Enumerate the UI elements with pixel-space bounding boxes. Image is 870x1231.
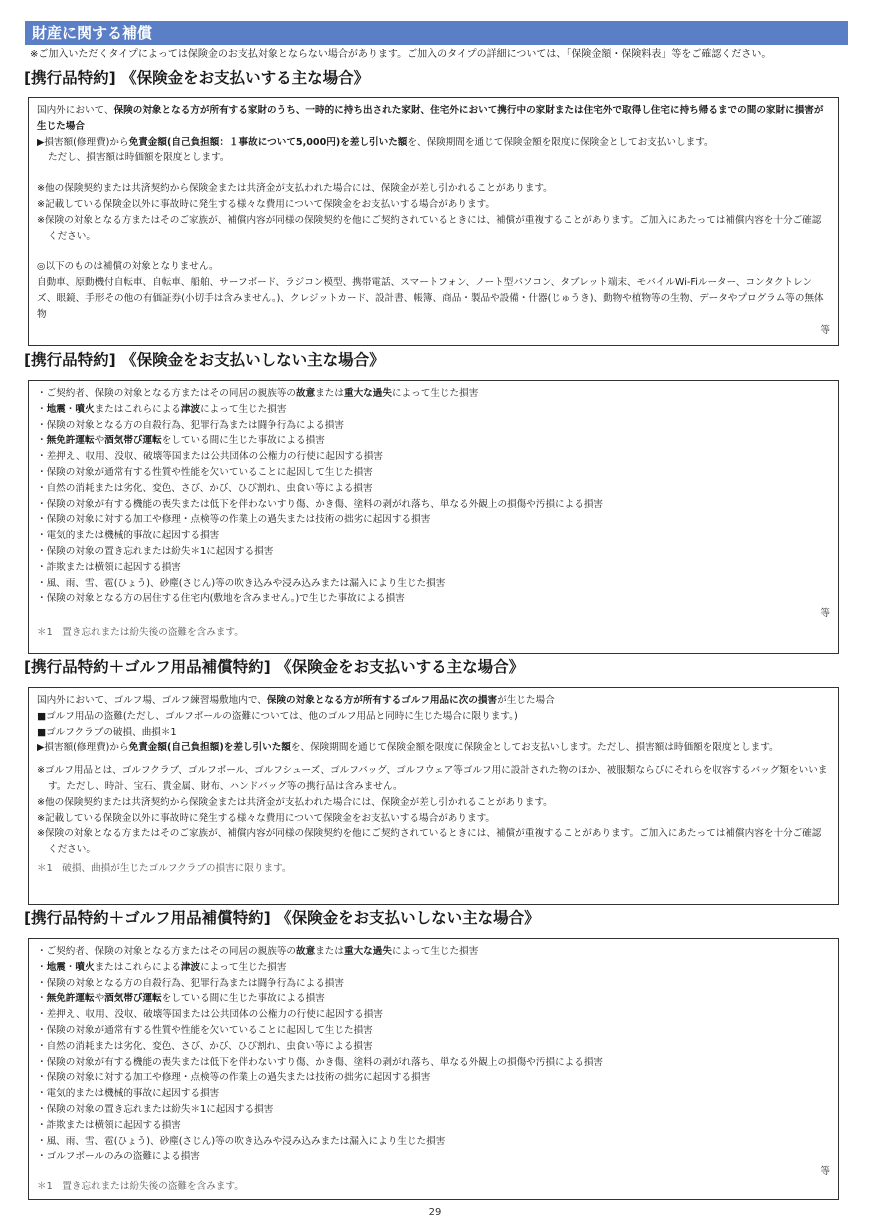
etc-mark: 等 [820, 1166, 830, 1178]
etc-mark: 等 [820, 608, 830, 620]
market-value-limit: ただし、損害額は時価額を限度とします。 [48, 152, 230, 164]
list-item: ・詐欺または横領に起因する損害 [37, 561, 181, 573]
list-item: ・保険の対象が有する機能の喪失または低下を伴わないすり傷、かき傷、塗料の剥がれ落ち、単なる外観上の損傷や汚損による損害 [37, 498, 604, 510]
footnote: ＊1 破損、曲損が生じたゴルフクラブの損害に限ります。 [37, 862, 292, 874]
heading-golf-paid: [携行品特約＋ゴルフ用品補償特約] 《保険金をお支払いする主な場合》 [24, 658, 525, 676]
list-item: ・差押え、収用、没収、破壊等国または公共団体の公権力の行使に起因する損害 [37, 1009, 383, 1021]
paid-condition: 国内外において、ゴルフ場、ゴルフ練習場敷地内で、保険の対象となる方が所有するゴルフ用品に次の損害が生じた場合 [37, 695, 555, 706]
note-1: ※他の保険契約または共済契約から保険金または共済金が支払われた場合には、保険金が差し引かれることがあります。 [37, 183, 553, 195]
list-item: ・詐欺または横領に起因する損害 [37, 1119, 181, 1131]
list-item: ・保険の対象に対する加工や修理・点検等の作業上の過失または技術の拙劣に起因する損害 [37, 514, 431, 526]
list-item: ・無免許運転や酒気帯び運転をしている間に生じた事故による損害 [37, 993, 325, 1005]
section-banner: 財産に関する補償 [25, 21, 848, 45]
footnote: ＊1 置き忘れまたは紛失後の盗難を含みます。 [37, 1181, 244, 1193]
type-note: ※ご加入いただくタイプによっては保険金のお支払対象とならない場合があります。ご加入のタイプの詳細については、「保険金額・保険料表」等をご確認ください。 [30, 49, 772, 60]
heading-golf-not-paid: [携行品特約＋ゴルフ用品補償特約] 《保険金をお支払いしない主な場合》 [24, 909, 540, 927]
list-item: ・自然の消耗または劣化、変色、さび、かび、ひび割れ、虫食い等による損害 [37, 1040, 373, 1052]
note-2: ※記載している保険金以外に事故時に発生する様々な費用について保険金をお支払いする場合があります。 [37, 198, 495, 210]
list-item: ・電気的または機械的事故に起因する損害 [37, 530, 220, 542]
note-3: ※保険の対象となる方またはそのご家族が、補償内容が同様の保険契約を他にご契約されているときには、補償が重複することがあります。ご加入にあたっては補償内容を十分ご確認ください。 [37, 214, 822, 242]
list-item: ・無免許運転や酒気帯び運転をしている間に生じた事故による損害 [37, 435, 325, 447]
box-golf-not-paid [28, 938, 839, 1200]
list-item: ・保険の対象となる方の自殺行為、犯罪行為または闘争行為による損害 [37, 419, 344, 431]
heading-carry-goods-not-paid: [携行品特約] 《保険金をお支払いしない主な場合》 [24, 351, 385, 369]
list-item: ・保険の対象が通常有する性質や性能を欠いていることに起因して生じた損害 [37, 1024, 373, 1036]
paid-condition: 国内外において、保険の対象となる方が所有する家財のうち、一時的に持ち出された家財、住宅外において携行中の家財または住宅外で取得し住宅に持ち帰るまでの間の家財に損害が生じた場合 [37, 105, 824, 132]
exclusion-list: 自動車、原動機付自転車、自転車、船舶、サーフボード、ラジコン模型、携帯電話、スマートフォン、ノート型パソコン、タブレット端末、モバイルWi-Fiルーター、コンタクトレンズ、眼鏡、手形その他の有価証券(小切手は含みません。)、クレジットカード、設計書、帳簿、商品・製品や設備・什器(じゅうき)、動物や植物等の生物、データやプログラム等の無体物 [37, 277, 824, 320]
note-3: ※記載している保険金以外に事故時に発生する様々な費用について保険金をお支払いする場合があります。 [37, 812, 495, 824]
list-item: ・地震・噴火またはこれらによる津波によって生じた損害 [37, 961, 287, 973]
exclusion-heading: ◎以下のものは補償の対象となりません。 [37, 261, 219, 273]
list-item: ・保険の対象となる方の居住する住宅内(敷地を含みません。)で生じた事故による損害 [37, 593, 405, 605]
box-carry-goods-paid [28, 97, 839, 346]
heading-carry-goods-paid: [携行品特約] 《保険金をお支払いする主な場合》 [24, 69, 370, 87]
footnote: ＊1 置き忘れまたは紛失後の盗難を含みます。 [37, 627, 244, 639]
etc-mark: 等 [820, 324, 830, 336]
list-item: ■ゴルフクラブの破損、曲損＊1 [37, 726, 177, 738]
box-golf-paid [28, 687, 839, 905]
list-item: ・保険の対象に対する加工や修理・点検等の作業上の過失または技術の拙劣に起因する損害 [37, 1072, 431, 1084]
list-item: ・電気的または機械的事故に起因する損害 [37, 1088, 220, 1100]
list-item: ・自然の消耗または劣化、変色、さび、かび、ひび割れ、虫食い等による損害 [37, 482, 373, 494]
list-item: ・差押え、収用、没収、破壊等国または公共団体の公権力の行使に起因する損害 [37, 451, 383, 463]
list-item: ・風、雨、雪、雹(ひょう)、砂塵(さじん)等の吹き込みや浸み込みまたは漏入により生じた損害 [37, 1135, 446, 1147]
list-item: ・地震・噴火またはこれらによる津波によって生じた損害 [37, 403, 287, 415]
page-number: 29 [428, 1207, 442, 1218]
list-item: ・風、雨、雪、雹(ひょう)、砂塵(さじん)等の吹き込みや浸み込みまたは漏入により生じた損害 [37, 577, 446, 589]
list-item: ・保険の対象が有する機能の喪失または低下を伴わないすり傷、かき傷、塗料の剥がれ落ち、単なる外観上の損傷や汚損による損害 [37, 1056, 604, 1068]
list-item: ・保険の対象となる方の自殺行為、犯罪行為または闘争行為による損害 [37, 977, 344, 989]
list-item: ■ゴルフ用品の盗難(ただし、ゴルフボールの盗難については、他のゴルフ用品と同時に生じた場合に限ります。) [37, 710, 518, 722]
list-item: ・保険の対象の置き忘れまたは紛失＊1に起因する損害 [37, 545, 274, 557]
list-item: ・ゴルフボールのみの盗難による損害 [37, 1151, 200, 1163]
note-4: ※保険の対象となる方またはそのご家族が、補償内容が同様の保険契約を他にご契約されているときには、補償が重複することがあります。ご加入にあたっては補償内容を十分ご確認ください。 [37, 828, 822, 856]
note-1: ※ゴルフ用品とは、ゴルフクラブ、ゴルフボール、ゴルフシューズ、ゴルフバッグ、ゴルフウェア等ゴルフ用に設計された物のほか、被服類ならびにそれらを収容するバッグ類をいいます。ただし、時計、宝石、貴金属、財布、ハンドバッグ等の携行品は含みません。 [37, 765, 828, 792]
list-item: ・ご契約者、保険の対象となる方またはその同居の親族等の故意または重大な過失によって生じた損害 [37, 388, 479, 399]
list-item: ・ご契約者、保険の対象となる方またはその同居の親族等の故意または重大な過失によって生じた損害 [37, 946, 479, 957]
list-item: ・保険の対象が通常有する性質や性能を欠いていることに起因して生じた損害 [37, 466, 373, 478]
box-carry-goods-not-paid [28, 380, 839, 654]
payment-rule: ▶損害額(修理費)から免責金額(自己負担額：１事故について5,000円)を差し引いた額を、保険期間を通じて保険金額を限度に保険金としてお支払いします。 [37, 136, 714, 148]
list-item: ・保険の対象の置き忘れまたは紛失＊1に起因する損害 [37, 1103, 274, 1115]
note-2: ※他の保険契約または共済契約から保険金または共済金が支払われた場合には、保険金が差し引かれることがあります。 [37, 796, 553, 808]
payment-rule: ▶損害額(修理費)から免責金額(自己負担額)を差し引いた額を、保険期間を通じて保険金額を限度に保険金としてお支払いします。ただし、損害額は時価額を限度とします。 [37, 742, 779, 754]
